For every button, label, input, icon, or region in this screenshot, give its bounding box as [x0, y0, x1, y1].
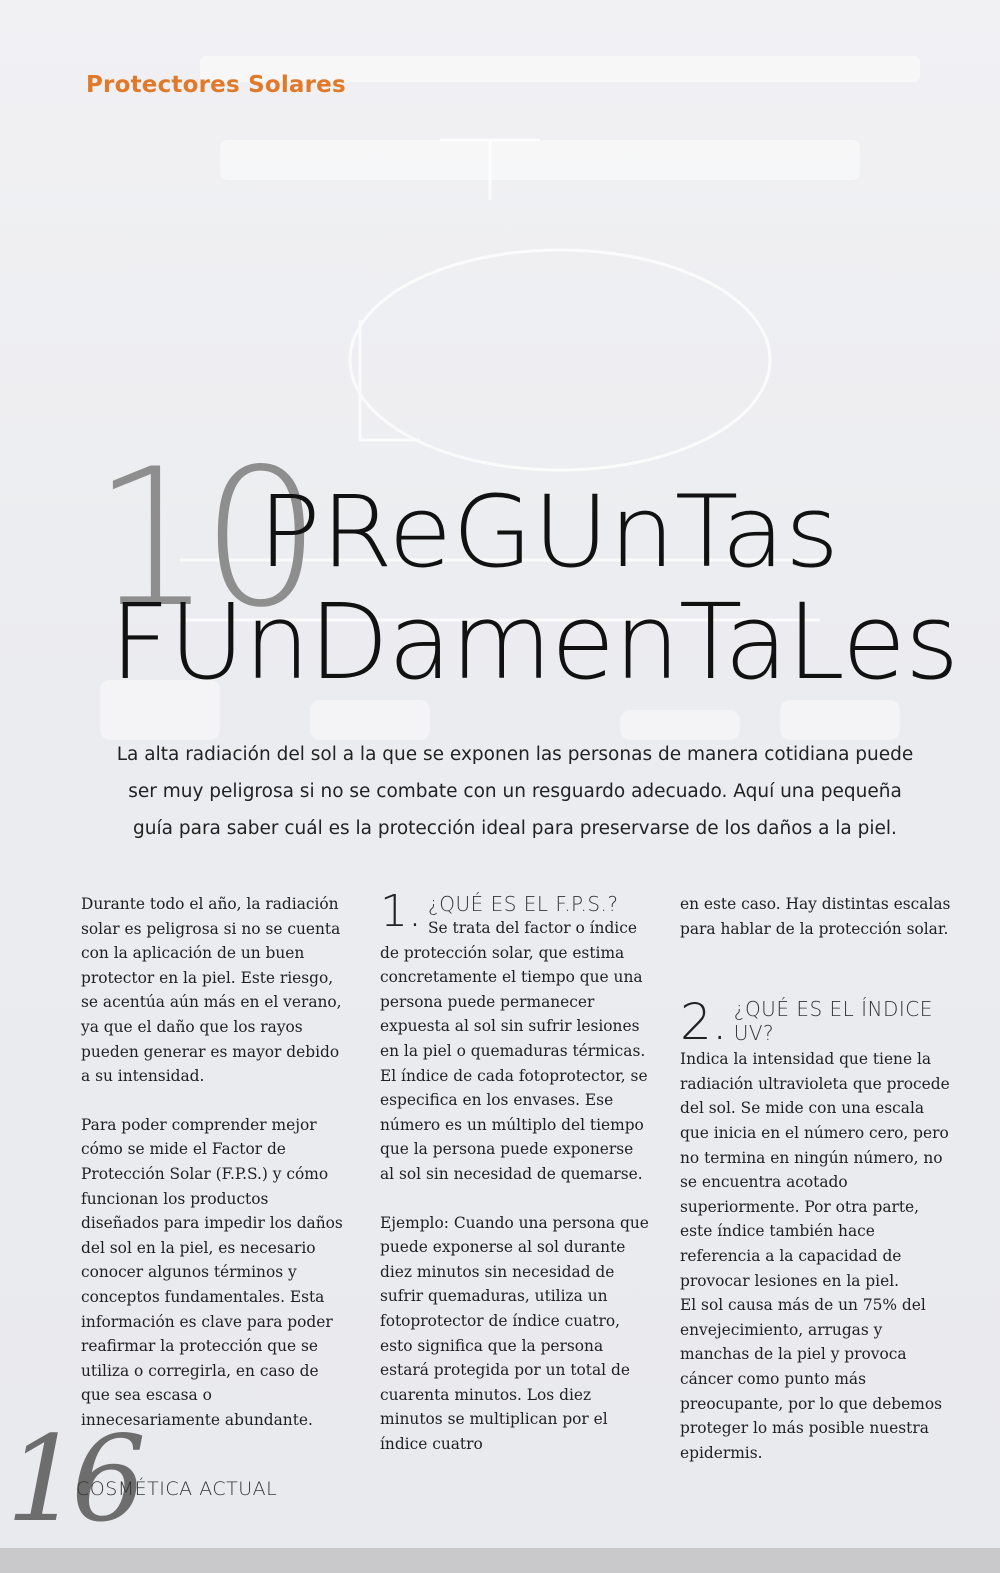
intro-paragraph: La alta radiación del sol a la que se exponen las personas de manera cotidiana puede ser muy peligrosa si no se combate con un resguardo adecuado. Aquí una pequeña guía para saber cuál es la protección ideal para preservarse de los daños a la piel.	[116, 744, 914, 839]
section-label: Protectores Solares	[86, 72, 346, 98]
column-1-paragraph-2: Para poder comprender mejor cómo se mide el Factor de Protección Solar (F.P.S.) y cómo funcionan los productos diseñados para impedir los daños del sol en la piel, es necesario conocer algunos términos y conceptos fundamentales. Esta información es clave para poder reafirmar la protección que se utiliza o corregirla, en caso de que sea escasa o innecesariamente abundante.	[81, 1115, 343, 1429]
column-1-paragraph-1: Durante todo el año, la radiación solar es peligrosa si no se cuenta con la aplicación de un buen protector en la piel. Este riesgo, se acentúa aún más en el verano, ya que el daño que los rayos pueden generar es mayor debido a su intensidad.	[81, 895, 342, 1086]
question-2-heading	[680, 993, 952, 1052]
column-3	[680, 892, 952, 1465]
question-1-title: ¿QUÉ ES EL F.P.S.?	[427, 892, 619, 916]
headline-line-1: PReGUnTas	[258, 474, 840, 590]
page-number: 16	[6, 1410, 137, 1548]
page-bottom-edge	[0, 1548, 1000, 1573]
question-2-title: ¿QUÉ ES EL ÍNDICE UV?	[733, 997, 933, 1046]
question-1-number: 1.	[380, 886, 422, 937]
question-2-answer-part-2: El sol causa más de un 75% del envejecimiento, arrugas y manchas de la piel y provoca cáncer como punto más preocupante, por lo que debemos proteger lo más posible nuestra epidermis.	[680, 1296, 943, 1462]
magazine-name: COSMÉTICA ACTUAL	[76, 1478, 278, 1500]
question-1-answer: Se trata del factor o índice de protección solar, que estima concretamente el tiempo que una persona puede permanecer expuesta al sol sin sufrir lesiones en la piel o quemaduras térmicas. El índice de cada fotoprotector, se especifica en los envases. Ese número es un múltiplo del tiempo que la persona puede exponerse al sol sin necesidad de quemarse.	[380, 919, 648, 1183]
headline-number: 10	[92, 428, 310, 649]
question-1-example: Ejemplo: Cuando una persona que puede exponerse al sol durante diez minutos sin necesidad de sufrir quemaduras, utiliza un fotoprotector de índice cuatro, esto significa que la persona estará protegida por un total de cuarenta minutos. Los diez minutos se multiplican por el índice cuatro	[380, 1213, 649, 1453]
question-2-answer-part-1: Indica la intensidad que tiene la radiación ultravioleta que procede del sol. Se mide con una escala que inicia en el número cero, pero no termina en ningún número, no se encuentra acotado superiormente. Por otra parte, este índice también hace referencia a la capacidad de provocar lesiones en la piel.	[680, 1050, 950, 1290]
column-2	[380, 886, 652, 1480]
column-1	[81, 892, 343, 1456]
question-1-heading	[380, 886, 652, 937]
headline-line-2: FUnDamenTaLes	[110, 581, 959, 703]
question-2-number: 2.	[680, 993, 728, 1052]
question-1-continuation: en este caso. Hay distintas escalas para hablar de la protección solar.	[680, 895, 951, 938]
